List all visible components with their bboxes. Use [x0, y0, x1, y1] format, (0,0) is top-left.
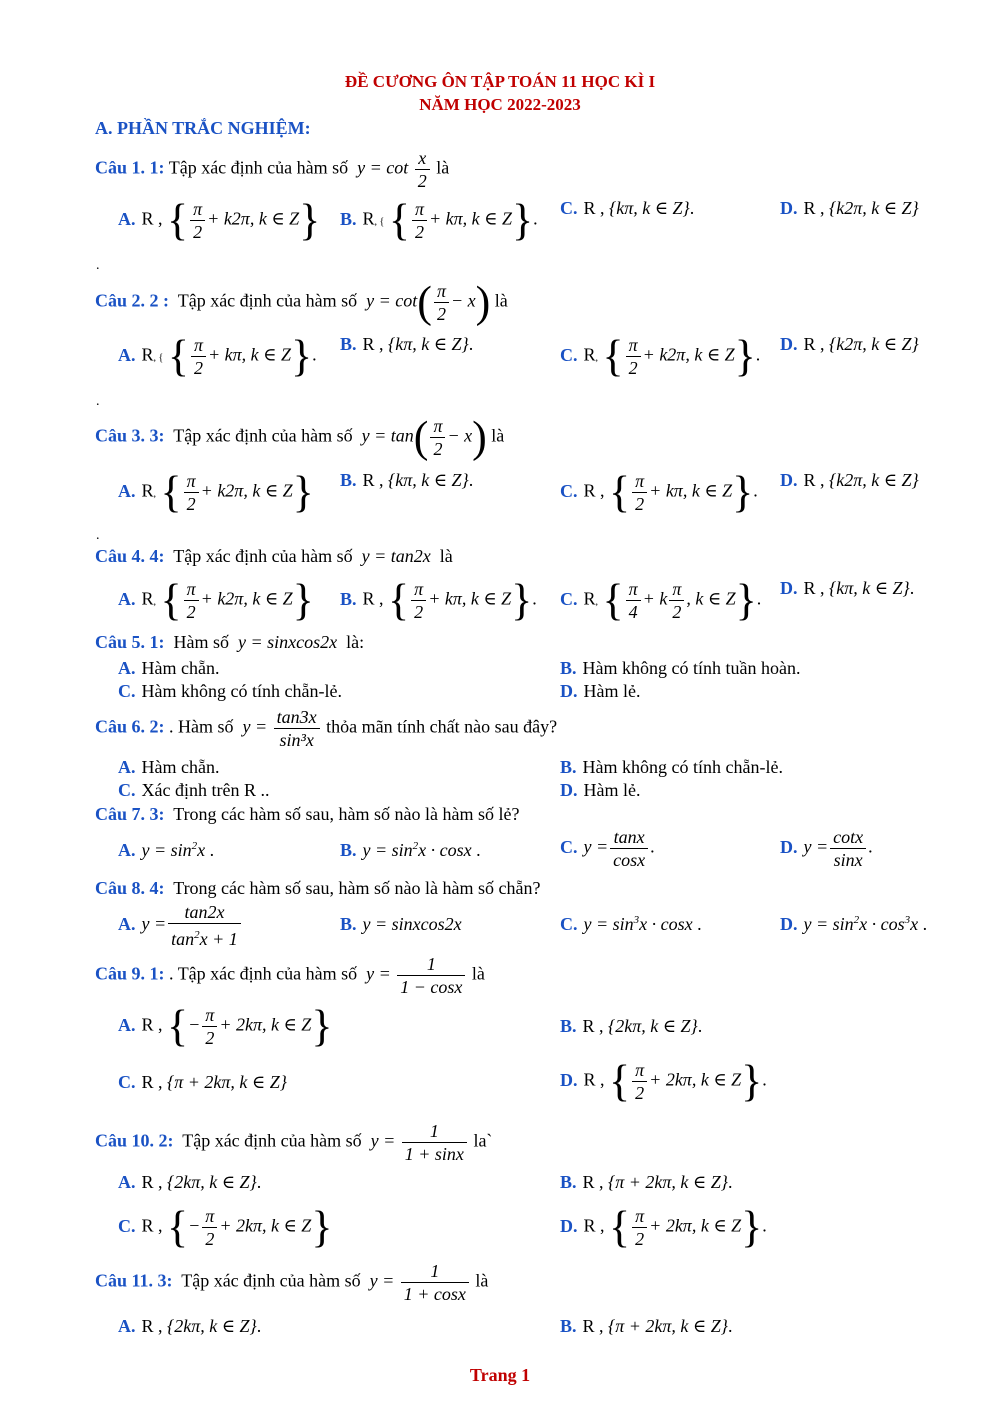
- option-5a[interactable]: A. Hàm chẵn.: [118, 658, 220, 678]
- option-3d[interactable]: D. R , {k2π, k ∈ Z}: [780, 470, 919, 490]
- question-expr: y = cot: [357, 157, 409, 178]
- question-5: Câu 5. 1: Hàm số y = sinxcos2x là:: [95, 632, 365, 652]
- question-6: Câu 6. 2: . Hàm số y = $\frac{\tan 3x}{\text{sin³x}}$ thỏa mãn tính chất nào sau đây?: [95, 707, 558, 750]
- option-9c[interactable]: C. R , {π + 2kπ, k ∈ Z}: [118, 1072, 287, 1092]
- option-10b[interactable]: B. R , {π + 2kπ, k ∈ Z}.: [560, 1172, 733, 1192]
- question-8: Câu 8. 4: Trong các hàm số sau, hàm số nào là hàm số chẵn?: [95, 878, 541, 898]
- option-7d[interactable]: D. y = $\frac{\cot x}{\sin x}$ .: [780, 827, 873, 870]
- option-7c[interactable]: C. y = $\frac{\tan x}{\cos x}$ .: [560, 827, 655, 870]
- option-5b[interactable]: B. Hàm không có tính tuần hoàn.: [560, 658, 801, 678]
- option-9d[interactable]: D. R , { $\frac{\pi}{2}$ + 2kπ, k ∈ Z}.: [560, 1056, 767, 1106]
- option-11b[interactable]: B. R , {π + 2kπ, k ∈ Z}.: [560, 1316, 733, 1336]
- question-10: Câu 10. 2: Tập xác định của hàm số y = $\frac{1}{1 + \sin x}$ la`: [95, 1121, 493, 1164]
- option-4c[interactable]: C. R, { $\frac{\pi}{4}$ + k $\frac{\pi}{2}$ , k ∈ Z}.: [560, 575, 762, 625]
- option-4d[interactable]: D. R , {kπ, k ∈ Z}.: [780, 578, 915, 598]
- option-8d[interactable]: D. $y = \sin^2x \cdot \cos^3x$ .: [780, 914, 928, 934]
- option-8b[interactable]: B. y = sinxcos2x: [340, 914, 462, 934]
- question-4: Câu 4. 4: Tập xác định của hàm số y = tan2x là: [95, 546, 453, 566]
- option-3b[interactable]: B. R , {kπ, k ∈ Z}.: [340, 470, 474, 490]
- question-9: Câu 9. 1: . Tập xác định của hàm số y = $\frac{1}{1 - \cos x}$ là: [95, 954, 485, 997]
- option-2b[interactable]: B. R , {kπ, k ∈ Z}.: [340, 334, 474, 354]
- option-10c[interactable]: C. R , {− $\frac{\pi}{2}$ + 2kπ, k ∈ Z}: [118, 1202, 333, 1252]
- option-6d[interactable]: D. Hàm lẻ.: [560, 780, 641, 800]
- option-4a[interactable]: A. R, { $\frac{\pi}{2}$ + k2π, k ∈ Z}: [118, 575, 314, 625]
- option-9a[interactable]: A. R , {− $\frac{\pi}{2}$ + 2kπ, k ∈ Z}: [118, 1001, 333, 1051]
- page-number: Trang 1: [469, 1365, 531, 1385]
- option-1c[interactable]: C. R , {kπ, k ∈ Z}.: [560, 198, 695, 218]
- option-10a[interactable]: A. R , {2kπ, k ∈ Z}.: [118, 1172, 262, 1192]
- option-1d[interactable]: D. R , {k2π, k ∈ Z}: [780, 198, 919, 218]
- option-6a[interactable]: A. Hàm chẵn.: [118, 757, 220, 777]
- question-text: Tập xác định của hàm số: [168, 157, 349, 178]
- option-7a[interactable]: A. $y = \sin^2x$ .: [118, 840, 215, 860]
- option-8c[interactable]: C. $y = \sin^3x \cdot \cos x$ .: [560, 914, 702, 934]
- option-5d[interactable]: D. Hàm lẻ.: [560, 681, 641, 701]
- option-3a[interactable]: A. R, { $\frac{\pi}{2}$ + k2π, k ∈ Z}: [118, 467, 314, 517]
- question-label: Câu 1. 1:: [95, 157, 165, 178]
- option-6b[interactable]: B. Hàm không có tính chẵn-lẻ.: [560, 757, 783, 777]
- option-4b[interactable]: B. R , { $\frac{\pi}{2}$ + kπ, k ∈ Z}.: [340, 575, 537, 625]
- question-7: Câu 7. 3: Trong các hàm số sau, hàm số nào là hàm số lẻ?: [95, 804, 520, 824]
- option-2d[interactable]: D. R , {k2π, k ∈ Z}: [780, 334, 919, 354]
- option-6c[interactable]: C. Xác định trên R ..: [118, 780, 270, 800]
- option-11a[interactable]: A. R , {2kπ, k ∈ Z}.: [118, 1316, 262, 1336]
- question-3: Câu 3. 3: Tập xác định của hàm số y = tan( $\frac{\pi}{2}$ − x) là: [95, 412, 505, 462]
- question-2: Câu 2. 2 : Tập xác định của hàm số y = cot( $\frac{\pi}{2}$ − x) là: [95, 277, 508, 327]
- question-11: Câu 11. 3: Tập xác định của hàm số y = $\frac{1}{1 + \cos x}$ là: [95, 1261, 489, 1304]
- option-7b[interactable]: B. $y = \sin^2x \cdot \cos x$ .: [340, 840, 481, 860]
- option-9b[interactable]: B. R , {2kπ, k ∈ Z}.: [560, 1016, 703, 1036]
- option-10d[interactable]: D. R , { $\frac{\pi}{2}$ + 2kπ, k ∈ Z}.: [560, 1202, 767, 1252]
- option-2a[interactable]: A. R, { { $\frac{\pi}{2}$ + kπ, k ∈ Z}.: [118, 331, 317, 381]
- option-1a[interactable]: A. R , { $\frac{\pi}{2}$ + k2π, k ∈ Z}: [118, 195, 321, 245]
- option-3c[interactable]: C. R , { $\frac{\pi}{2}$ + kπ, k ∈ Z}.: [560, 467, 758, 517]
- stray-dot: .: [96, 528, 100, 543]
- fraction: $\frac{x}{2}$: [415, 147, 430, 192]
- stray-dot: .: [96, 258, 100, 273]
- option-1b[interactable]: B. R, { { $\frac{\pi}{2}$ + kπ, k ∈ Z}.: [340, 195, 538, 245]
- question-suffix: là: [436, 157, 450, 178]
- option-2c[interactable]: C. R, { $\frac{\pi}{2}$ + k2π, k ∈ Z}.: [560, 331, 761, 381]
- section-heading: A. PHẦN TRẮC NGHIỆM:: [95, 118, 311, 138]
- doc-title: ĐỀ CƯƠNG ÔN TẬP TOÁN 11 HỌC KÌ I: [344, 72, 656, 91]
- stray-dot: .: [96, 394, 100, 409]
- option-5c[interactable]: C. Hàm không có tính chẵn-lẻ.: [118, 681, 342, 701]
- option-8a[interactable]: A. y = $\frac{\tan 2x}{\tan^2x + 1}$: [118, 901, 243, 950]
- question-1: [95, 147, 449, 192]
- doc-year: NĂM HỌC 2022-2023: [419, 95, 581, 114]
